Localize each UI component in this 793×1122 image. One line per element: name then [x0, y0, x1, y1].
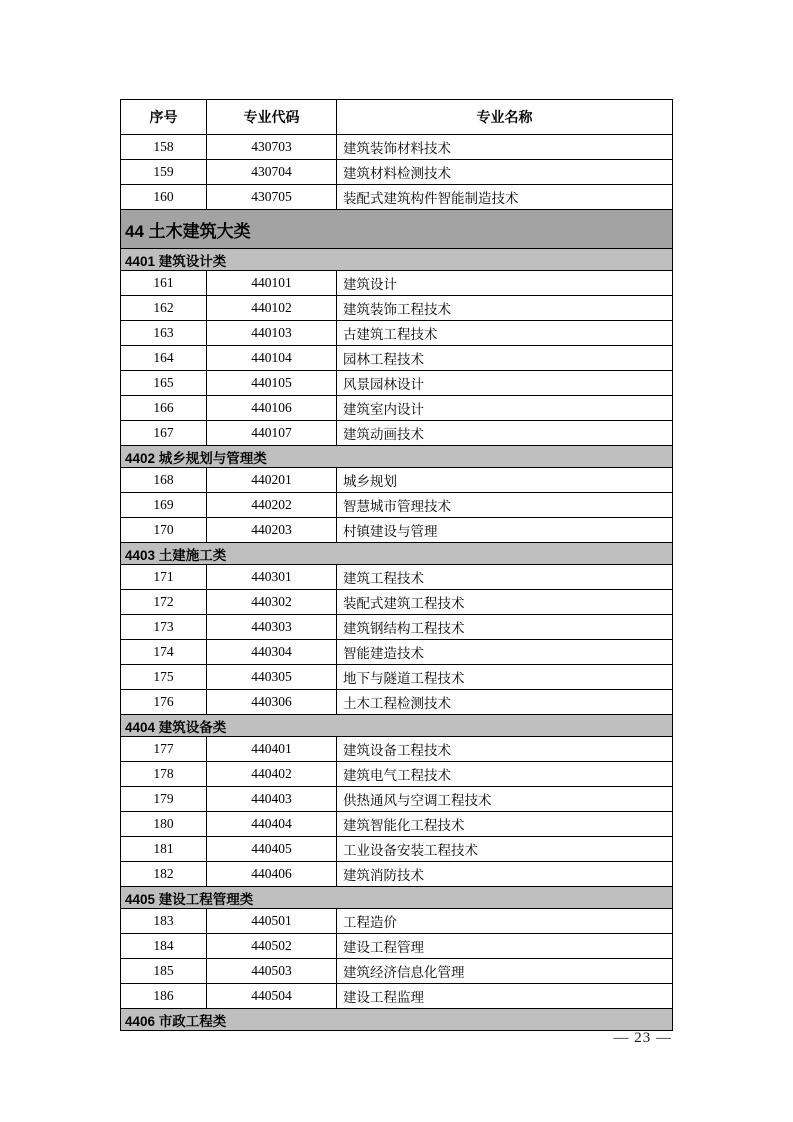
table-row: [121, 984, 673, 1009]
major-code-table: [120, 99, 673, 1031]
row-major-name: 建筑电气工程技术: [337, 762, 673, 787]
row-major-code: 440304: [207, 640, 337, 665]
table-row: [121, 934, 673, 959]
table-row: [121, 690, 673, 715]
group-band-label: 4402 城乡规划与管理类: [121, 446, 673, 468]
row-serial: 160: [121, 185, 207, 210]
row-major-name: 智能建造技术: [337, 640, 673, 665]
row-major-name: 古建筑工程技术: [337, 321, 673, 346]
table-row: [121, 493, 673, 518]
row-major-name: 建筑材料检测技术: [337, 160, 673, 185]
row-major-code: 440202: [207, 493, 337, 518]
row-major-name: 建筑室内设计: [337, 396, 673, 421]
table-row: [121, 959, 673, 984]
row-serial: 159: [121, 160, 207, 185]
row-major-name: 工业设备安装工程技术: [337, 837, 673, 862]
row-major-code: 440402: [207, 762, 337, 787]
table-row: [121, 837, 673, 862]
group-band-label: 4403 土建施工类: [121, 543, 673, 565]
row-serial: 174: [121, 640, 207, 665]
table-header-row: [121, 100, 673, 135]
row-serial: 182: [121, 862, 207, 887]
table-row: [121, 346, 673, 371]
row-major-code: 430705: [207, 185, 337, 210]
table-row: [121, 396, 673, 421]
row-major-code: 430704: [207, 160, 337, 185]
table-row: [121, 518, 673, 543]
row-serial: 175: [121, 665, 207, 690]
table-row: [121, 421, 673, 446]
row-serial: 167: [121, 421, 207, 446]
row-major-code: 440101: [207, 271, 337, 296]
row-serial: 170: [121, 518, 207, 543]
row-major-code: 440301: [207, 565, 337, 590]
row-major-name: 园林工程技术: [337, 346, 673, 371]
table-row: [121, 640, 673, 665]
row-major-code: 440503: [207, 959, 337, 984]
row-serial: 166: [121, 396, 207, 421]
row-major-code: 440504: [207, 984, 337, 1009]
row-major-name: 建筑钢结构工程技术: [337, 615, 673, 640]
group-band-label: 4404 建筑设备类: [121, 715, 673, 737]
row-major-code: 440106: [207, 396, 337, 421]
row-serial: 169: [121, 493, 207, 518]
row-serial: 168: [121, 468, 207, 493]
row-major-name: 建筑智能化工程技术: [337, 812, 673, 837]
row-major-name: 土木工程检测技术: [337, 690, 673, 715]
row-major-code: 440303: [207, 615, 337, 640]
row-serial: 178: [121, 762, 207, 787]
row-major-name: 建筑消防技术: [337, 862, 673, 887]
row-major-code: 440502: [207, 934, 337, 959]
row-major-name: 建筑装饰材料技术: [337, 135, 673, 160]
row-major-code: 440102: [207, 296, 337, 321]
row-major-name: 建筑设计: [337, 271, 673, 296]
row-serial: 173: [121, 615, 207, 640]
category-band-row: [121, 210, 673, 249]
group-band-row: [121, 715, 673, 737]
row-serial: 180: [121, 812, 207, 837]
row-serial: 183: [121, 909, 207, 934]
table-row: [121, 862, 673, 887]
header-name: 专业名称: [337, 100, 673, 135]
row-major-code: 440404: [207, 812, 337, 837]
row-major-code: 440405: [207, 837, 337, 862]
table-row: [121, 135, 673, 160]
row-major-name: 风景园林设计: [337, 371, 673, 396]
category-band-label: 44 土木建筑大类: [121, 210, 673, 249]
table-row: [121, 185, 673, 210]
row-serial: 162: [121, 296, 207, 321]
header-no: 序号: [121, 100, 207, 135]
row-major-code: 440501: [207, 909, 337, 934]
row-major-name: 村镇建设与管理: [337, 518, 673, 543]
table-row: [121, 812, 673, 837]
row-serial: 165: [121, 371, 207, 396]
row-serial: 172: [121, 590, 207, 615]
row-serial: 163: [121, 321, 207, 346]
row-major-name: 智慧城市管理技术: [337, 493, 673, 518]
row-major-name: 建筑动画技术: [337, 421, 673, 446]
row-major-code: 440306: [207, 690, 337, 715]
header-code: 专业代码: [207, 100, 337, 135]
row-major-code: 440403: [207, 787, 337, 812]
row-major-code: 440406: [207, 862, 337, 887]
table-row: [121, 271, 673, 296]
row-major-code: 440401: [207, 737, 337, 762]
row-major-name: 建筑装饰工程技术: [337, 296, 673, 321]
row-serial: 186: [121, 984, 207, 1009]
group-band-row: [121, 446, 673, 468]
group-band-row: [121, 1009, 673, 1031]
row-major-name: 建筑设备工程技术: [337, 737, 673, 762]
row-major-code: 440105: [207, 371, 337, 396]
table-row: [121, 615, 673, 640]
group-band-label: 4401 建筑设计类: [121, 249, 673, 271]
group-band-label: 4405 建设工程管理类: [121, 887, 673, 909]
page-number: — 23 —: [613, 1030, 672, 1046]
table-row: [121, 737, 673, 762]
group-band-row: [121, 887, 673, 909]
row-serial: 161: [121, 271, 207, 296]
row-major-code: 440201: [207, 468, 337, 493]
row-major-name: 建设工程管理: [337, 934, 673, 959]
row-serial: 185: [121, 959, 207, 984]
row-major-name: 建筑工程技术: [337, 565, 673, 590]
group-band-row: [121, 249, 673, 271]
row-major-code: 440107: [207, 421, 337, 446]
row-major-code: 430703: [207, 135, 337, 160]
major-table-body: [121, 135, 673, 1031]
row-serial: 177: [121, 737, 207, 762]
row-major-name: 地下与隧道工程技术: [337, 665, 673, 690]
table-row: [121, 762, 673, 787]
row-serial: 158: [121, 135, 207, 160]
table-row: [121, 665, 673, 690]
group-band-row: [121, 543, 673, 565]
row-major-code: 440305: [207, 665, 337, 690]
row-serial: 164: [121, 346, 207, 371]
row-major-code: 440103: [207, 321, 337, 346]
row-major-code: 440203: [207, 518, 337, 543]
table-row: [121, 468, 673, 493]
row-major-name: 装配式建筑工程技术: [337, 590, 673, 615]
row-major-code: 440104: [207, 346, 337, 371]
row-major-name: 建筑经济信息化管理: [337, 959, 673, 984]
row-serial: 179: [121, 787, 207, 812]
row-major-code: 440302: [207, 590, 337, 615]
table-row: [121, 565, 673, 590]
table-row: [121, 371, 673, 396]
row-serial: 171: [121, 565, 207, 590]
table-row: [121, 321, 673, 346]
row-serial: 184: [121, 934, 207, 959]
table-row: [121, 160, 673, 185]
major-table-wrap: [120, 99, 672, 1031]
row-major-name: 装配式建筑构件智能制造技术: [337, 185, 673, 210]
row-major-name: 供热通风与空调工程技术: [337, 787, 673, 812]
group-band-label: 4406 市政工程类: [121, 1009, 673, 1031]
row-serial: 176: [121, 690, 207, 715]
table-row: [121, 590, 673, 615]
row-major-name: 工程造价: [337, 909, 673, 934]
table-row: [121, 909, 673, 934]
row-major-name: 建设工程监理: [337, 984, 673, 1009]
row-major-name: 城乡规划: [337, 468, 673, 493]
row-serial: 181: [121, 837, 207, 862]
table-row: [121, 787, 673, 812]
table-row: [121, 296, 673, 321]
